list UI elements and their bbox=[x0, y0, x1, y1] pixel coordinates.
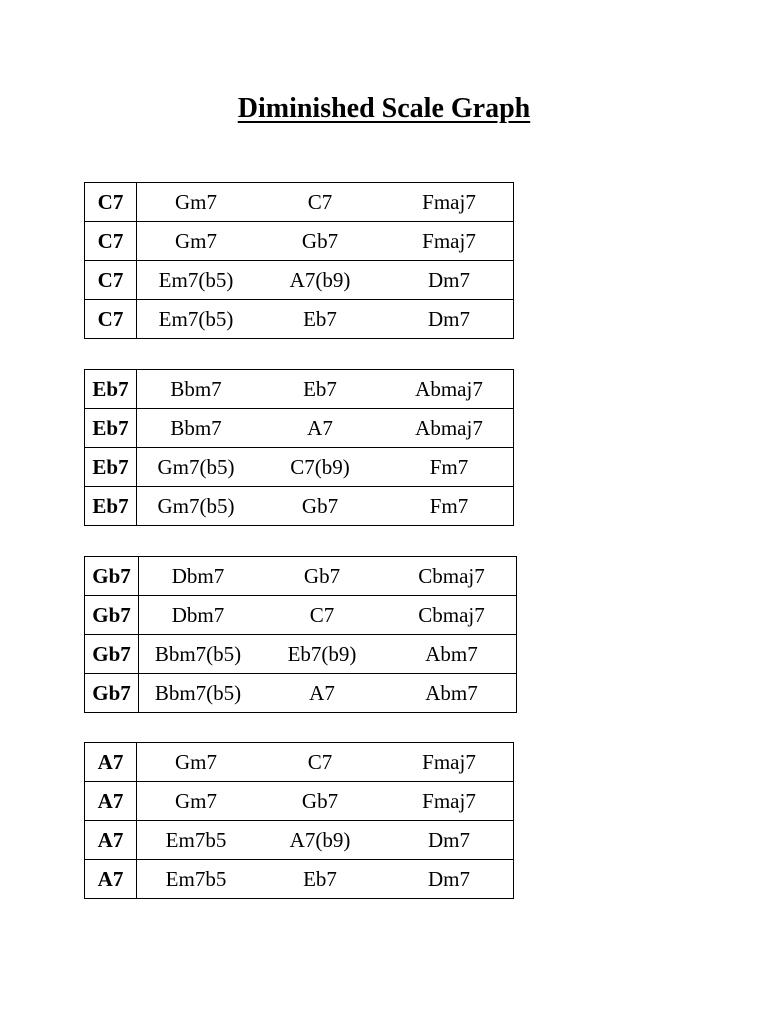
root-chord-cell: A7 bbox=[85, 782, 137, 821]
chord-cell: Fmaj7 bbox=[385, 183, 514, 222]
chord-cell: Bbm7 bbox=[137, 409, 256, 448]
table-row bbox=[85, 860, 514, 899]
root-chord-cell: Gb7 bbox=[85, 635, 139, 674]
table-row bbox=[85, 487, 514, 526]
chord-cell: Fmaj7 bbox=[385, 222, 514, 261]
table-row bbox=[85, 261, 514, 300]
chord-cell: Dbm7 bbox=[139, 596, 258, 635]
root-chord-cell: Gb7 bbox=[85, 674, 139, 713]
table-row bbox=[85, 300, 514, 339]
chord-cell: Eb7 bbox=[255, 300, 385, 339]
root-chord-cell: Eb7 bbox=[85, 409, 137, 448]
chord-cell: Abm7 bbox=[387, 635, 517, 674]
chord-cell: Abmaj7 bbox=[385, 409, 514, 448]
chord-cell: A7 bbox=[255, 409, 385, 448]
chord-table-c7 bbox=[84, 182, 514, 339]
chord-cell: Fmaj7 bbox=[385, 743, 514, 782]
chord-cell: Fm7 bbox=[385, 448, 514, 487]
chord-cell: Eb7 bbox=[255, 860, 385, 899]
chord-cell: Gb7 bbox=[255, 782, 385, 821]
chord-cell: Gm7(b5) bbox=[137, 487, 256, 526]
table-row bbox=[85, 370, 514, 409]
chord-cell: Eb7 bbox=[255, 370, 385, 409]
chord-cell: Abmaj7 bbox=[385, 370, 514, 409]
chord-cell: Gm7 bbox=[137, 782, 256, 821]
chord-table-eb7 bbox=[84, 369, 514, 526]
table-row bbox=[85, 222, 514, 261]
page-title: Diminished Scale Graph bbox=[237, 93, 531, 124]
table-row bbox=[85, 409, 514, 448]
chord-table-a7 bbox=[84, 742, 514, 899]
chord-cell: Em7b5 bbox=[137, 860, 256, 899]
chord-cell: Gm7(b5) bbox=[137, 448, 256, 487]
chord-cell: Bbm7 bbox=[137, 370, 256, 409]
chord-cell: Dm7 bbox=[385, 300, 514, 339]
chord-cell: Em7(b5) bbox=[137, 300, 256, 339]
table-row bbox=[85, 635, 517, 674]
table-row bbox=[85, 821, 514, 860]
chord-cell: Dbm7 bbox=[139, 557, 258, 596]
chord-cell: Gm7 bbox=[137, 222, 256, 261]
root-chord-cell: Eb7 bbox=[85, 370, 137, 409]
root-chord-cell: A7 bbox=[85, 743, 137, 782]
chord-cell: Gm7 bbox=[137, 183, 256, 222]
chord-cell: A7 bbox=[257, 674, 387, 713]
chord-cell: Gb7 bbox=[255, 487, 385, 526]
table-row bbox=[85, 743, 514, 782]
chord-cell: C7 bbox=[255, 743, 385, 782]
chord-cell: Gb7 bbox=[257, 557, 387, 596]
chord-cell: Gm7 bbox=[137, 743, 256, 782]
table-row bbox=[85, 596, 517, 635]
chord-cell: C7(b9) bbox=[255, 448, 385, 487]
chord-cell: Em7b5 bbox=[137, 821, 256, 860]
chord-cell: Em7(b5) bbox=[137, 261, 256, 300]
chord-cell: Bbm7(b5) bbox=[139, 674, 258, 713]
chord-cell: Dm7 bbox=[385, 261, 514, 300]
root-chord-cell: Eb7 bbox=[85, 487, 137, 526]
root-chord-cell: C7 bbox=[85, 300, 137, 339]
chord-cell: C7 bbox=[255, 183, 385, 222]
chord-cell: Bbm7(b5) bbox=[139, 635, 258, 674]
root-chord-cell: A7 bbox=[85, 860, 137, 899]
root-chord-cell: C7 bbox=[85, 261, 137, 300]
root-chord-cell: Gb7 bbox=[85, 596, 139, 635]
root-chord-cell: Eb7 bbox=[85, 448, 137, 487]
chord-cell: Cbmaj7 bbox=[387, 596, 517, 635]
chord-cell: Eb7(b9) bbox=[257, 635, 387, 674]
table-row bbox=[85, 782, 514, 821]
table-row bbox=[85, 183, 514, 222]
chord-cell: Dm7 bbox=[385, 860, 514, 899]
chord-cell: Dm7 bbox=[385, 821, 514, 860]
root-chord-cell: C7 bbox=[85, 183, 137, 222]
chord-cell: Cbmaj7 bbox=[387, 557, 517, 596]
chord-cell: Fm7 bbox=[385, 487, 514, 526]
table-row bbox=[85, 674, 517, 713]
table-row bbox=[85, 448, 514, 487]
chord-cell: C7 bbox=[257, 596, 387, 635]
root-chord-cell: C7 bbox=[85, 222, 137, 261]
chord-cell: Abm7 bbox=[387, 674, 517, 713]
chord-cell: Fmaj7 bbox=[385, 782, 514, 821]
chord-cell: Gb7 bbox=[255, 222, 385, 261]
root-chord-cell: Gb7 bbox=[85, 557, 139, 596]
chord-cell: A7(b9) bbox=[255, 261, 385, 300]
root-chord-cell: A7 bbox=[85, 821, 137, 860]
chord-table-gb7 bbox=[84, 556, 517, 713]
table-row bbox=[85, 557, 517, 596]
chord-cell: A7(b9) bbox=[255, 821, 385, 860]
